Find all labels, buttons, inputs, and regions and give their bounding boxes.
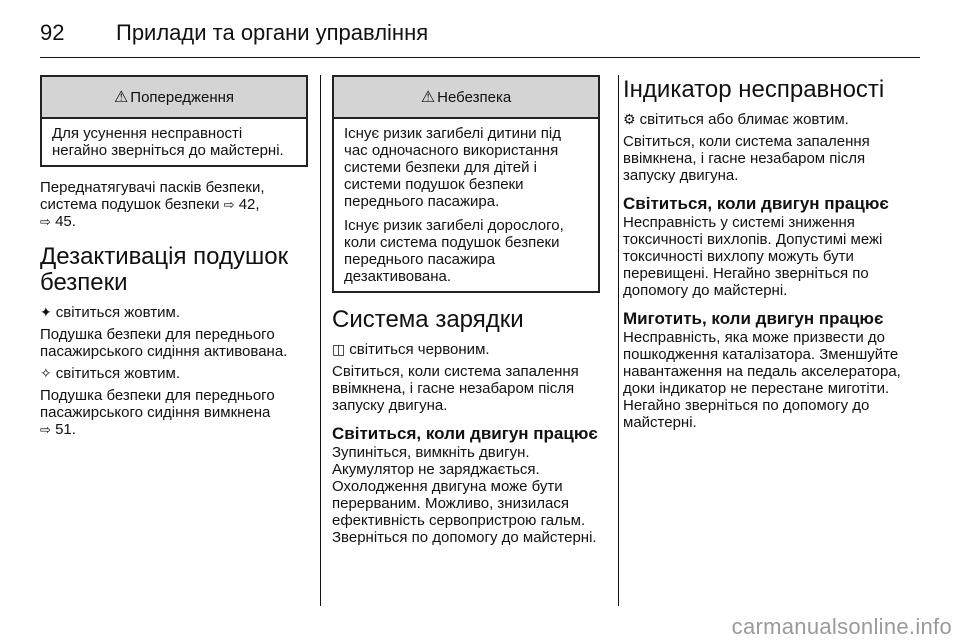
warning-triangle-icon: ⚠ xyxy=(113,89,129,106)
airbag-on-icon: ✦ xyxy=(40,304,52,320)
column-1 xyxy=(40,75,308,443)
airbag-off-status xyxy=(40,365,308,382)
danger-box xyxy=(332,75,600,293)
pretensioner-text: Переднатягувачі пасків безпеки, система подушок безпеки xyxy=(40,179,265,213)
subheading-lit-engine-running: Світиться, коли двигун працює xyxy=(623,194,889,213)
section-heading-charging-system: Система зарядки xyxy=(332,306,524,333)
page-ref-link[interactable]: 51. xyxy=(55,421,76,438)
subheading-flashing-engine-running: Миготить, коли двигун працює xyxy=(623,309,884,328)
warning-title: Попередження xyxy=(130,88,235,106)
subheading-engine-running: Світиться, коли двигун працює xyxy=(332,424,598,443)
danger-paragraph-1: Існує ризик загибелі дитини під час одночасного використання системи безпеки для дітей і системи подушок безпеки переднього пасажира. xyxy=(344,125,561,210)
airbag-on-status-text: світиться жовтим. xyxy=(55,304,181,321)
engine-running-description: Зупиніться, вимкніть двигун. Акумулятор не заряджається. Охолодження двигуна може бути перерваним. Можливо, знизилася ефективність сервопристрою гальм. Зверніться по допомогу до майстерні. xyxy=(332,444,597,546)
charging-status-text: світиться червоним. xyxy=(349,341,490,358)
warning-body xyxy=(42,119,306,165)
pretensioner-paragraph xyxy=(40,179,308,230)
watermark: carmanualsonline.info xyxy=(731,614,952,639)
page-ref-arrow-icon: ⇨ xyxy=(40,422,51,437)
danger-paragraph-2: Існує ризик загибелі дорослого, коли система подушок безпеки переднього пасажира дезактивована. xyxy=(344,217,564,285)
mil-status xyxy=(623,111,908,128)
mil-description: Світиться, коли система запалення ввімкнена, і гасне незабаром після запуску двигуна. xyxy=(623,133,870,184)
charging-status xyxy=(332,341,600,358)
page-ref-link[interactable]: 45. xyxy=(55,213,76,230)
flashing-engine-running-description: Несправність, яка може призвести до пошкодження каталізатора. Зменшуйте навантаження на педаль акселератора, доки індикатор не перестане миготіти. Негайно зверніться по допомогу до майстерні. xyxy=(623,329,901,431)
page-header xyxy=(40,18,920,58)
warning-box xyxy=(40,75,308,167)
airbag-off-icon: ✧ xyxy=(40,365,52,381)
mil-status-text: світиться або блимає жовтим. xyxy=(639,111,849,128)
column-divider-2 xyxy=(618,75,619,606)
section-heading-malfunction-indicator: Індикатор несправності xyxy=(623,76,885,103)
page-title: Прилади та органи управління xyxy=(116,20,429,45)
warning-text: Для усунення несправності негайно зверніться до майстерні. xyxy=(52,125,284,159)
airbag-on-status xyxy=(40,304,308,321)
header-divider xyxy=(40,57,920,58)
charging-description: Світиться, коли система запалення ввімкнена, і гасне незабаром після запуску двигуна. xyxy=(332,363,579,414)
danger-box-header xyxy=(334,77,598,119)
danger-title: Небезпека xyxy=(437,88,512,106)
page-ref-arrow-icon: ⇨ xyxy=(40,214,51,229)
warning-triangle-icon: ⚠ xyxy=(420,89,436,106)
battery-icon: ◫ xyxy=(332,341,346,357)
airbag-off-description xyxy=(40,387,308,438)
danger-body xyxy=(334,119,598,291)
airbag-off-description-text: Подушка безпеки для переднього пасажирського сидіння вимкнена xyxy=(40,387,275,421)
column-3 xyxy=(623,75,908,436)
page-ref-link[interactable]: 42, xyxy=(238,196,260,213)
warning-box-header xyxy=(42,77,306,119)
airbag-on-description: Подушка безпеки для переднього пасажирського сидіння активована. xyxy=(40,326,288,360)
lit-engine-running-description: Несправність у системі зниження токсичності вихлопів. Допустимі межі токсичності вихлопу можуть бути перевищені. Негайно зверніться по допомогу до майстерні. xyxy=(623,214,883,299)
airbag-off-status-text: світиться жовтим. xyxy=(55,365,181,382)
engine-check-icon: ⚙ xyxy=(623,111,636,127)
page-ref-arrow-icon: ⇨ xyxy=(223,197,235,212)
page-number: 92 xyxy=(40,20,65,45)
column-divider-1 xyxy=(320,75,321,606)
column-2 xyxy=(332,75,600,551)
section-heading-airbag-deactivation: Дезактивація подушок безпеки xyxy=(40,243,289,296)
